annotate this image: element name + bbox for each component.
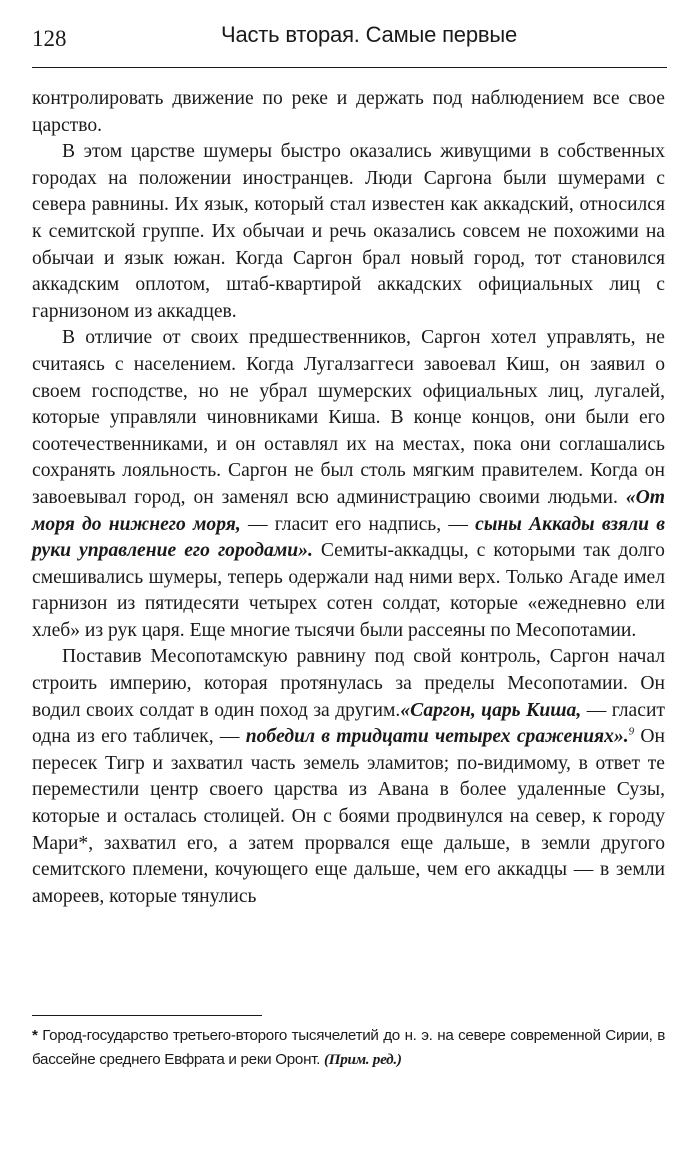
- inscription-quote-1: «От моря до нижнего моря,: [32, 486, 665, 535]
- endnote-reference: 9: [628, 725, 635, 738]
- header-rule: [32, 67, 667, 68]
- paragraph-1: В этом царстве шумеры быстро оказались живущими в собственных городах на положении иностранцев. Люди Саргона были шумерами с севера равнины. Их язык, который стал известен как аккадский, относился к семитской группе. Их обычаи и речь оказались совсем не похожими на обычаи и язык южан. Когда Саргон брал новый город, тот становился аккадским оплотом, штаб-квартирой аккадских официальных лиц с гарнизоном из аккадцев.: [32, 141, 665, 322]
- inscription-quote-2: сыны Аккады взяли в руки управление его городами».: [32, 513, 665, 562]
- footnote-rule: [32, 1015, 262, 1016]
- page-number: 128: [32, 26, 67, 51]
- paragraph-continuation: контролировать движение по реке и держать под наблюдением все свое царство.: [32, 88, 665, 136]
- page-header: [32, 20, 667, 58]
- footnote-text: Город-государство третьего-второго тысячелетий до н. э. на севере современной Сирии, в бассейне среднего Евфрата и реки Оронт.: [32, 1027, 665, 1068]
- tablet-quote-2: победил в тридцати четырех сражениях».: [245, 726, 629, 748]
- tablet-quote-1: «Саргон, царь Киша,: [400, 699, 582, 721]
- body-text: [32, 86, 665, 910]
- running-head: Часть вторая. Самые первые: [220, 22, 517, 47]
- editor-note: (Прим. ред.): [323, 1051, 402, 1068]
- footnote-marker: *: [32, 1027, 38, 1044]
- paragraph-2: В отличие от своих предшественников, Саргон хотел управлять, не считаясь с населением. Когда Лугалзаггеси завоевал Киш, он заявил о своем господстве, но не убрал шумерских официальных лиц, лугалей, которые управляли чиновниками Киша. В конце концов, они были его соотечественниками, и он оставлял их на местах, пока они соглашались сохранять лояльность. Саргон не был столь мягким правителем. Когда он завоевывал город, он заменял всю администрацию своими людьми. «От моря до нижнего моря, — гласит его надпись, — сыны Аккады взяли в руки управление его городами». Семиты-аккадцы, с которыми так долго смешивались шумеры, теперь одержали над ними верх. Только Агаде имел гарнизон из пятидесяти четырех сотен солдат, которые «ежедневно ели хлеб» из рук царя. Еще многие тысячи были рассеяны по Месопотамии.: [32, 327, 665, 641]
- footnote: [32, 1024, 665, 1072]
- paragraph-3: Поставив Месопотамскую равнину под свой контроль, Саргон начал строить империю, которая протянулась за пределы Месопотамии. Он водил своих солдат в один поход за другим.«Саргон, царь Киша, — гласит одна из его табличек, — победил в тридцати четырех сражениях».$^9$ Он пересек Тигр и захватил часть земель эламитов; по-видимому, в ответ те переместили центр своего царства из Авана в более удаленные Сузы, которые и осталась столицей. Он с боями продвинулся на север, к городу Мари*, захватил его, а затем прорвался еще дальше, в земли другого семитского племени, кочующего еще дальше, чем его аккадцы — в земли амореев, которые тянулись: [32, 646, 665, 907]
